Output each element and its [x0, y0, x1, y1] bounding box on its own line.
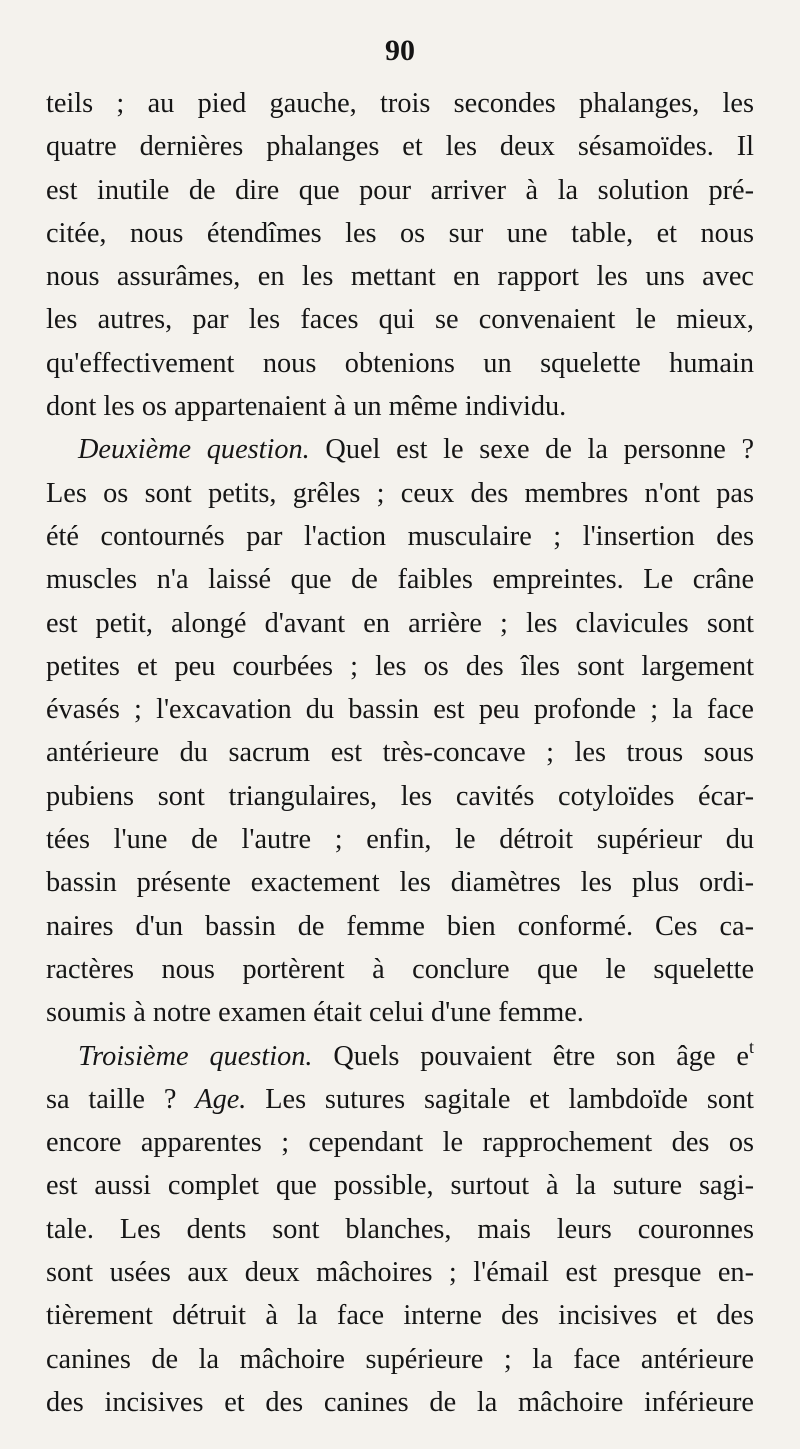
text-line: pubiens sont triangulaires, les cavités cotyloïdes écar-: [46, 780, 754, 812]
text-line: ractères nous portèrent à conclure que le squelette: [46, 953, 754, 985]
text-line: sont usées aux deux mâchoires ; l'émail est presque en-: [46, 1257, 754, 1289]
question-3-superscript: t: [748, 1036, 754, 1057]
question-3-label: Troisième question.: [78, 1040, 313, 1072]
text-line: des incisives et des canines de la mâchoire inférieure: [46, 1386, 754, 1418]
text-line: été contournés par l'action musculaire ; l'insertion des: [46, 520, 754, 552]
question-2-label: Deuxième question.: [78, 434, 310, 466]
age-label: Age.: [195, 1083, 247, 1115]
text-line: citée, nous étendîmes les os sur une table, et nous: [46, 217, 754, 249]
text-line: encore apparentes ; cependant le rapprochement des os: [46, 1127, 754, 1159]
text-line: qu'effectivement nous obtenions un squelette humain: [46, 347, 754, 379]
text-line: Les os sont petits, grêles ; ceux des membres n'ont pas: [46, 477, 754, 509]
text-line: est inutile de dire que pour arriver à la solution pré-: [46, 174, 754, 206]
page-number: 90: [385, 34, 415, 67]
text-line: est petit, alongé d'avant en arrière ; les clavicules sont: [46, 607, 754, 639]
text-line: les autres, par les faces qui se convenaient le mieux,: [46, 304, 754, 336]
text-line: canines de la mâchoire supérieure ; la face antérieure: [46, 1343, 754, 1375]
text-line: tale. Les dents sont blanches, mais leurs couronnes: [46, 1213, 754, 1245]
text-line: teils ; au pied gauche, trois secondes phalanges, les: [46, 88, 754, 119]
text-line: bassin présente exactement les diamètres les plus ordi-: [46, 867, 754, 899]
text-line: petites et peu courbées ; les os des îles sont largement: [46, 650, 754, 682]
text-line: quatre dernières phalanges et les deux sésamoïdes. Il: [46, 131, 754, 163]
text-line: est aussi complet que possible, surtout à la suture sagi-: [46, 1170, 754, 1202]
body-text: [46, 82, 754, 1424]
text-line: nous assurâmes, en les mettant en rapport les uns avec: [46, 261, 754, 293]
question-3-line: [46, 1035, 754, 1078]
text-line: naires d'un bassin de femme bien conformé. Ces ca-: [46, 910, 754, 942]
text-line: tièrement détruit à la face interne des incisives et des: [46, 1300, 754, 1332]
text-line: tées l'une de l'autre ; enfin, le détroit supérieur du: [46, 824, 754, 856]
question-2-line: [46, 428, 754, 471]
age-line: [46, 1078, 754, 1121]
text-line: antérieure du sacrum est très-concave ; les trous sous: [46, 737, 754, 769]
text-line: muscles n'a laissé que de faibles empreintes. Le crâne: [46, 564, 754, 596]
text-line: évasés ; l'excavation du bassin est peu profonde ; la face: [46, 694, 754, 726]
age-line-before: sa taille ?: [46, 1083, 196, 1115]
text-line: soumis à notre examen était celui d'une femme.: [46, 997, 584, 1029]
question-2-text: Quel est le sexe de la personne ?: [309, 434, 754, 466]
age-line-after: Les sutures sagitale et lambdoïde sont: [246, 1083, 754, 1115]
text-line: dont les os appartenaient à un même individu.: [46, 391, 567, 423]
question-3-text: Quels pouvaient être son âge e: [312, 1040, 749, 1072]
